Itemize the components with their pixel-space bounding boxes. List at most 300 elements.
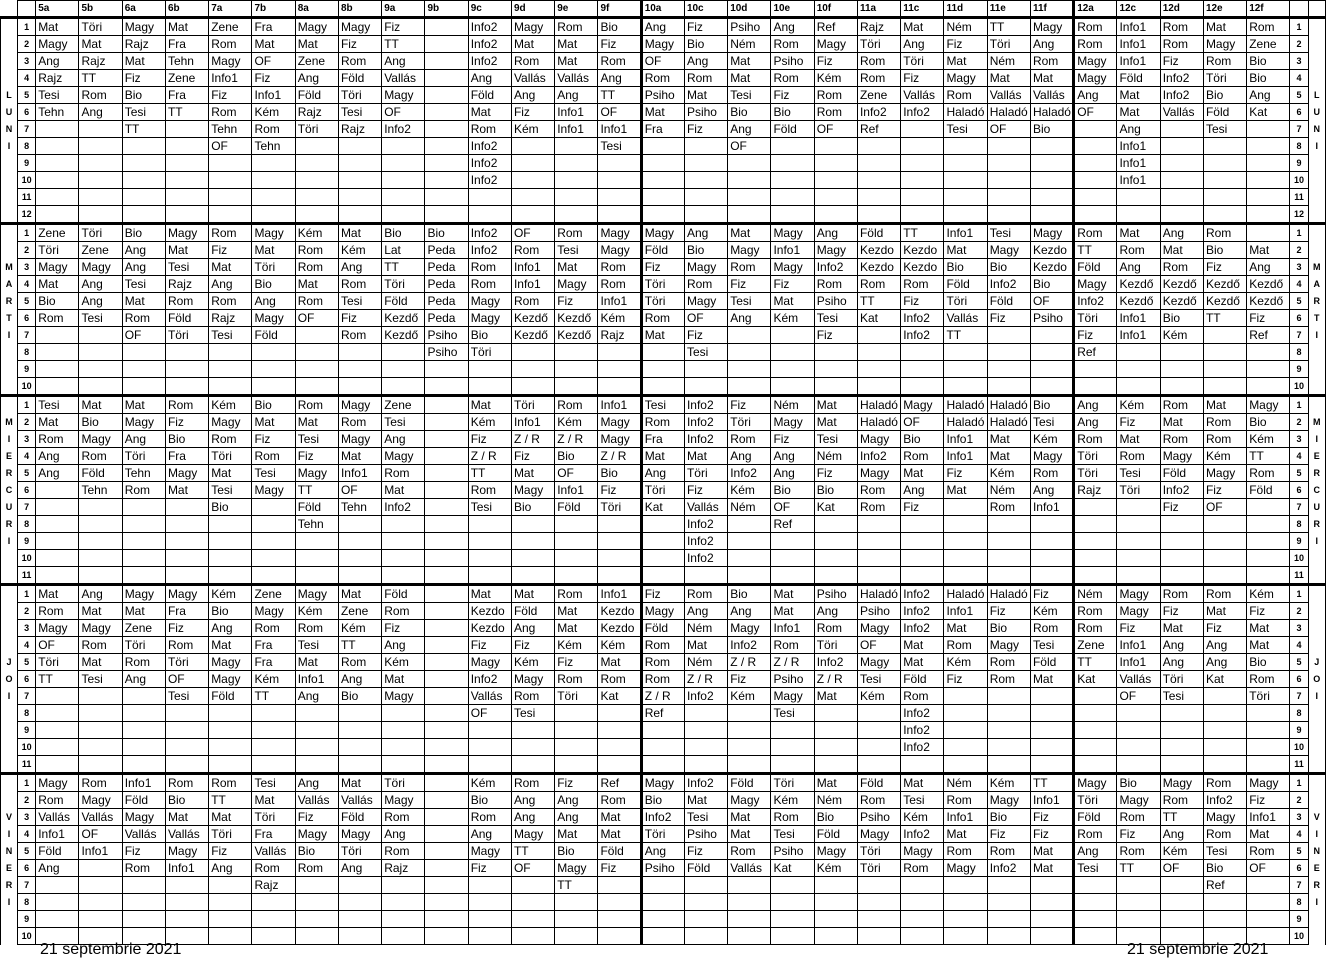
- period-number-right: 5: [1290, 654, 1308, 671]
- lesson-cell: [338, 189, 381, 206]
- period-row: [1, 155, 1326, 172]
- lesson-cell: Fiz: [1203, 482, 1246, 499]
- lesson-cell: [598, 155, 641, 172]
- lesson-cell: [641, 155, 684, 172]
- lesson-cell: [641, 739, 684, 756]
- class-header: 9b: [425, 1, 468, 18]
- lesson-cell: Info1: [771, 620, 814, 637]
- lesson-cell: [382, 138, 425, 155]
- lesson-cell: [901, 378, 944, 396]
- period-number: 7: [18, 327, 36, 344]
- lesson-cell: [382, 550, 425, 567]
- lesson-cell: [728, 327, 771, 344]
- lesson-cell: [641, 206, 684, 224]
- lesson-cell: [1074, 499, 1117, 516]
- lesson-cell: [555, 361, 598, 378]
- lesson-cell: Töri: [382, 774, 425, 792]
- lesson-cell: [555, 516, 598, 533]
- lesson-cell: Rom: [382, 843, 425, 860]
- lesson-cell: OF: [598, 104, 641, 121]
- lesson-cell: Rom: [36, 310, 79, 327]
- day-letter-right: I: [1308, 688, 1325, 705]
- lesson-cell: Magy: [36, 620, 79, 637]
- lesson-cell: TT: [1030, 774, 1073, 792]
- lesson-cell: Rajz: [1074, 482, 1117, 499]
- lesson-cell: [641, 138, 684, 155]
- period-number: 9: [18, 722, 36, 739]
- lesson-cell: [598, 739, 641, 756]
- lesson-cell: Rom: [1203, 431, 1246, 448]
- lesson-cell: [1247, 224, 1290, 242]
- lesson-cell: [36, 722, 79, 739]
- lesson-cell: Mat: [901, 18, 944, 36]
- lesson-cell: Fiz: [1247, 792, 1290, 809]
- lesson-cell: [1203, 516, 1246, 533]
- lesson-cell: Bio: [771, 104, 814, 121]
- lesson-cell: Mat: [684, 87, 727, 104]
- lesson-cell: [295, 344, 338, 361]
- lesson-cell: Kém: [338, 620, 381, 637]
- lesson-cell: Bio: [814, 482, 857, 499]
- lesson-cell: Rom: [1203, 414, 1246, 431]
- lesson-cell: [1247, 894, 1290, 911]
- lesson-cell: [338, 533, 381, 550]
- day-letter: [1, 172, 18, 189]
- lesson-cell: [857, 756, 900, 774]
- lesson-cell: Vallás: [295, 792, 338, 809]
- lesson-cell: Tesi: [122, 104, 165, 121]
- day-letter: [1, 206, 18, 224]
- lesson-cell: Fiz: [901, 70, 944, 87]
- lesson-cell: [425, 550, 468, 567]
- lesson-cell: [425, 688, 468, 705]
- lesson-cell: Info1: [1117, 327, 1160, 344]
- lesson-cell: [857, 722, 900, 739]
- day-letter-right: I: [1308, 327, 1325, 344]
- lesson-cell: Föld: [857, 774, 900, 792]
- lesson-cell: Rom: [165, 774, 208, 792]
- period-row: [1, 654, 1326, 671]
- lesson-cell: [382, 894, 425, 911]
- lesson-cell: Rom: [468, 121, 511, 138]
- lesson-cell: Magy: [987, 637, 1030, 654]
- lesson-cell: Mat: [36, 276, 79, 293]
- lesson-cell: Info2: [468, 138, 511, 155]
- lesson-cell: [684, 911, 727, 928]
- lesson-cell: Tesi: [771, 705, 814, 722]
- lesson-cell: Föld: [641, 242, 684, 259]
- lesson-cell: Ang: [382, 826, 425, 843]
- lesson-cell: Info2: [1203, 792, 1246, 809]
- lesson-cell: [728, 361, 771, 378]
- lesson-cell: Ref: [1074, 344, 1117, 361]
- class-header: 7a: [209, 1, 252, 18]
- lesson-cell: Fiz: [598, 36, 641, 53]
- lesson-cell: Rom: [641, 310, 684, 327]
- lesson-cell: Ang: [771, 465, 814, 482]
- lesson-cell: Magy: [295, 585, 338, 603]
- lesson-cell: Ang: [1247, 87, 1290, 104]
- day-letter-right: L: [1308, 87, 1325, 104]
- lesson-cell: [79, 172, 122, 189]
- period-number: 9: [18, 533, 36, 550]
- lesson-cell: [1203, 688, 1246, 705]
- lesson-cell: OF: [1074, 104, 1117, 121]
- lesson-cell: Fiz: [944, 671, 987, 688]
- day-letter-right: E: [1308, 860, 1325, 877]
- lesson-cell: Magy: [122, 18, 165, 36]
- lesson-cell: Ref: [1203, 877, 1246, 894]
- lesson-cell: [338, 155, 381, 172]
- lesson-cell: [425, 774, 468, 792]
- lesson-cell: [1074, 121, 1117, 138]
- lesson-cell: [814, 739, 857, 756]
- lesson-cell: [338, 567, 381, 585]
- day-letter-right: [1308, 774, 1325, 792]
- lesson-cell: OF: [684, 310, 727, 327]
- lesson-cell: [1160, 877, 1203, 894]
- lesson-cell: Mat: [814, 774, 857, 792]
- lesson-cell: Info2: [901, 722, 944, 739]
- lesson-cell: Info1: [1117, 172, 1160, 189]
- period-number: 2: [18, 603, 36, 620]
- lesson-cell: Psiho: [857, 603, 900, 620]
- lesson-cell: Kat: [641, 499, 684, 516]
- lesson-cell: [252, 739, 295, 756]
- lesson-cell: Info2: [468, 172, 511, 189]
- lesson-cell: [468, 756, 511, 774]
- period-row: [1, 826, 1326, 843]
- lesson-cell: [598, 516, 641, 533]
- lesson-cell: Vallás: [468, 688, 511, 705]
- lesson-cell: Rom: [36, 792, 79, 809]
- lesson-cell: Rom: [555, 224, 598, 242]
- lesson-cell: Tesi: [382, 414, 425, 431]
- lesson-cell: Ang: [684, 603, 727, 620]
- lesson-cell: Mat: [79, 603, 122, 620]
- period-number-right: 2: [1290, 36, 1308, 53]
- lesson-cell: Fiz: [728, 276, 771, 293]
- lesson-cell: Töri: [79, 224, 122, 242]
- day-letter: L: [1, 87, 18, 104]
- day-letter-right: [1308, 36, 1325, 53]
- lesson-cell: Magy: [771, 259, 814, 276]
- lesson-cell: [684, 877, 727, 894]
- lesson-cell: Mat: [122, 53, 165, 70]
- lesson-cell: Ang: [36, 465, 79, 482]
- lesson-cell: [295, 155, 338, 172]
- lesson-cell: Rom: [1203, 774, 1246, 792]
- lesson-cell: Mat: [382, 482, 425, 499]
- lesson-cell: [1074, 877, 1117, 894]
- lesson-cell: TT: [1203, 310, 1246, 327]
- lesson-cell: [79, 327, 122, 344]
- lesson-cell: [1247, 722, 1290, 739]
- lesson-cell: Ang: [1117, 259, 1160, 276]
- lesson-cell: [728, 533, 771, 550]
- lesson-cell: OF: [36, 637, 79, 654]
- lesson-cell: [1247, 121, 1290, 138]
- lesson-cell: Töri: [857, 843, 900, 860]
- lesson-cell: [1030, 911, 1073, 928]
- lesson-cell: [252, 344, 295, 361]
- lesson-cell: Ang: [511, 620, 554, 637]
- lesson-cell: TT: [555, 877, 598, 894]
- lesson-cell: Mat: [1160, 414, 1203, 431]
- class-header: 11f: [1030, 1, 1073, 18]
- lesson-cell: [987, 516, 1030, 533]
- lesson-cell: Zene: [36, 224, 79, 242]
- lesson-cell: [165, 756, 208, 774]
- lesson-cell: Psiho: [1030, 310, 1073, 327]
- period-row: [1, 877, 1326, 894]
- lesson-cell: Föld: [36, 843, 79, 860]
- lesson-cell: Info1: [295, 671, 338, 688]
- lesson-cell: Tesi: [252, 465, 295, 482]
- lesson-cell: Mat: [555, 259, 598, 276]
- lesson-cell: Kém: [1203, 448, 1246, 465]
- lesson-cell: Ang: [382, 431, 425, 448]
- lesson-cell: Kém: [1030, 431, 1073, 448]
- lesson-cell: Fiz: [641, 585, 684, 603]
- lesson-cell: [814, 911, 857, 928]
- lesson-cell: Peda: [425, 293, 468, 310]
- day-letter-right: E: [1308, 448, 1325, 465]
- lesson-cell: [209, 928, 252, 945]
- lesson-cell: Mat: [555, 53, 598, 70]
- period-number: 4: [18, 70, 36, 87]
- lesson-cell: [684, 928, 727, 945]
- lesson-cell: Rom: [338, 276, 381, 293]
- lesson-cell: [944, 533, 987, 550]
- lesson-cell: Bio: [468, 792, 511, 809]
- footer-date-right: 21 septembrie 2021: [1127, 941, 1269, 958]
- day-letter-right: M: [1308, 259, 1325, 276]
- lesson-cell: Rom: [1203, 224, 1246, 242]
- lesson-cell: [771, 722, 814, 739]
- lesson-cell: Vallás: [944, 310, 987, 327]
- lesson-cell: Kezdő: [1117, 276, 1160, 293]
- lesson-cell: [857, 567, 900, 585]
- lesson-cell: [425, 189, 468, 206]
- lesson-cell: [944, 499, 987, 516]
- class-header: 12f: [1247, 1, 1290, 18]
- lesson-cell: [425, 206, 468, 224]
- period-number-right: 7: [1290, 877, 1308, 894]
- lesson-cell: [901, 516, 944, 533]
- period-number: 11: [18, 756, 36, 774]
- lesson-cell: Tesi: [1030, 414, 1073, 431]
- lesson-cell: [165, 189, 208, 206]
- lesson-cell: Rom: [901, 448, 944, 465]
- lesson-cell: Töri: [36, 242, 79, 259]
- lesson-cell: Ref: [598, 774, 641, 792]
- lesson-cell: Info2: [901, 620, 944, 637]
- lesson-cell: [814, 567, 857, 585]
- lesson-cell: [1247, 172, 1290, 189]
- lesson-cell: [944, 189, 987, 206]
- lesson-cell: Tesi: [295, 431, 338, 448]
- lesson-cell: [555, 739, 598, 756]
- lesson-cell: Mat: [814, 688, 857, 705]
- lesson-cell: Ang: [36, 53, 79, 70]
- lesson-cell: [295, 172, 338, 189]
- lesson-cell: [165, 894, 208, 911]
- lesson-cell: Bio: [641, 792, 684, 809]
- lesson-cell: Rom: [857, 482, 900, 499]
- lesson-cell: Mat: [36, 414, 79, 431]
- lesson-cell: Fiz: [555, 654, 598, 671]
- day-letter: O: [1, 671, 18, 688]
- day-letter-right: R: [1308, 516, 1325, 533]
- lesson-cell: Mat: [944, 482, 987, 499]
- lesson-cell: [1117, 705, 1160, 722]
- lesson-cell: Kat: [857, 310, 900, 327]
- lesson-cell: Bio: [555, 448, 598, 465]
- lesson-cell: [555, 722, 598, 739]
- lesson-cell: [252, 516, 295, 533]
- lesson-cell: Föld: [338, 70, 381, 87]
- lesson-cell: [209, 567, 252, 585]
- lesson-cell: [338, 722, 381, 739]
- lesson-cell: [295, 739, 338, 756]
- lesson-cell: Rom: [1160, 18, 1203, 36]
- lesson-cell: Magy: [814, 242, 857, 259]
- day-letter: C: [1, 482, 18, 499]
- lesson-cell: Magy: [338, 826, 381, 843]
- lesson-cell: [252, 189, 295, 206]
- lesson-cell: [684, 705, 727, 722]
- lesson-cell: Töri: [1074, 465, 1117, 482]
- lesson-cell: Magy: [122, 585, 165, 603]
- lesson-cell: [1160, 344, 1203, 361]
- lesson-cell: Info2: [468, 242, 511, 259]
- lesson-cell: Tesi: [122, 276, 165, 293]
- lesson-cell: Fiz: [684, 18, 727, 36]
- lesson-cell: Fiz: [555, 774, 598, 792]
- lesson-cell: [209, 155, 252, 172]
- lesson-cell: [1247, 155, 1290, 172]
- lesson-cell: [1160, 155, 1203, 172]
- lesson-cell: [857, 172, 900, 189]
- lesson-cell: Tesi: [944, 121, 987, 138]
- period-number: 4: [18, 637, 36, 654]
- lesson-cell: [165, 911, 208, 928]
- lesson-cell: Info2: [684, 396, 727, 414]
- lesson-cell: Info2: [901, 739, 944, 756]
- lesson-cell: Magy: [641, 224, 684, 242]
- lesson-cell: [1030, 206, 1073, 224]
- lesson-cell: [36, 516, 79, 533]
- lesson-cell: Ang: [468, 826, 511, 843]
- lesson-cell: TT: [598, 87, 641, 104]
- lesson-cell: [641, 756, 684, 774]
- lesson-cell: TT: [1160, 809, 1203, 826]
- lesson-cell: [382, 722, 425, 739]
- lesson-cell: [382, 739, 425, 756]
- lesson-cell: Tesi: [684, 809, 727, 826]
- lesson-cell: [295, 138, 338, 155]
- lesson-cell: Z / R: [511, 431, 554, 448]
- lesson-cell: [641, 361, 684, 378]
- lesson-cell: [79, 516, 122, 533]
- lesson-cell: Tesi: [36, 87, 79, 104]
- lesson-cell: Rom: [1203, 585, 1246, 603]
- lesson-cell: Kém: [382, 654, 425, 671]
- period-row: [1, 705, 1326, 722]
- lesson-cell: Info2: [987, 276, 1030, 293]
- period-row: [1, 792, 1326, 809]
- lesson-cell: Rom: [1203, 53, 1246, 70]
- lesson-cell: [771, 567, 814, 585]
- lesson-cell: [555, 894, 598, 911]
- lesson-cell: Info1: [511, 414, 554, 431]
- lesson-cell: Rom: [728, 843, 771, 860]
- lesson-cell: [1030, 722, 1073, 739]
- lesson-cell: Kezdő: [1160, 293, 1203, 310]
- lesson-cell: Mat: [598, 826, 641, 843]
- period-number-right: 10: [1290, 172, 1308, 189]
- lesson-cell: [295, 361, 338, 378]
- lesson-cell: [338, 911, 381, 928]
- lesson-cell: Kém: [598, 310, 641, 327]
- lesson-cell: [944, 911, 987, 928]
- lesson-cell: Vallás: [1117, 671, 1160, 688]
- lesson-cell: Mat: [1117, 224, 1160, 242]
- lesson-cell: Haladó: [987, 104, 1030, 121]
- lesson-cell: Fiz: [1160, 499, 1203, 516]
- day-letter-right: [1308, 911, 1325, 928]
- lesson-cell: [684, 378, 727, 396]
- lesson-cell: Rom: [771, 637, 814, 654]
- lesson-cell: [79, 705, 122, 722]
- day-letter-right: [1308, 550, 1325, 567]
- lesson-cell: OF: [338, 482, 381, 499]
- lesson-cell: Psiho: [771, 671, 814, 688]
- lesson-cell: [684, 206, 727, 224]
- lesson-cell: [1117, 206, 1160, 224]
- period-number: 8: [18, 705, 36, 722]
- lesson-cell: [684, 155, 727, 172]
- lesson-cell: Fra: [165, 603, 208, 620]
- lesson-cell: [122, 189, 165, 206]
- day-letter: R: [1, 516, 18, 533]
- period-number: 2: [18, 414, 36, 431]
- lesson-cell: Magy: [1030, 448, 1073, 465]
- lesson-cell: Rom: [382, 809, 425, 826]
- lesson-cell: [1074, 688, 1117, 705]
- lesson-cell: [36, 482, 79, 499]
- lesson-cell: [165, 361, 208, 378]
- lesson-cell: Mat: [338, 774, 381, 792]
- lesson-cell: Kém: [555, 414, 598, 431]
- lesson-cell: Töri: [1247, 688, 1290, 705]
- lesson-cell: Föld: [382, 293, 425, 310]
- lesson-cell: [209, 172, 252, 189]
- lesson-cell: [728, 516, 771, 533]
- lesson-cell: Ang: [684, 224, 727, 242]
- lesson-cell: Rom: [1117, 242, 1160, 259]
- lesson-cell: Fiz: [165, 620, 208, 637]
- lesson-cell: Magy: [1074, 276, 1117, 293]
- period-row: [1, 722, 1326, 739]
- lesson-cell: Magy: [295, 826, 338, 843]
- lesson-cell: [1247, 877, 1290, 894]
- day-letter: I: [1, 533, 18, 550]
- day-letter-right: [1308, 705, 1325, 722]
- lesson-cell: [1203, 327, 1246, 344]
- lesson-cell: Fiz: [728, 671, 771, 688]
